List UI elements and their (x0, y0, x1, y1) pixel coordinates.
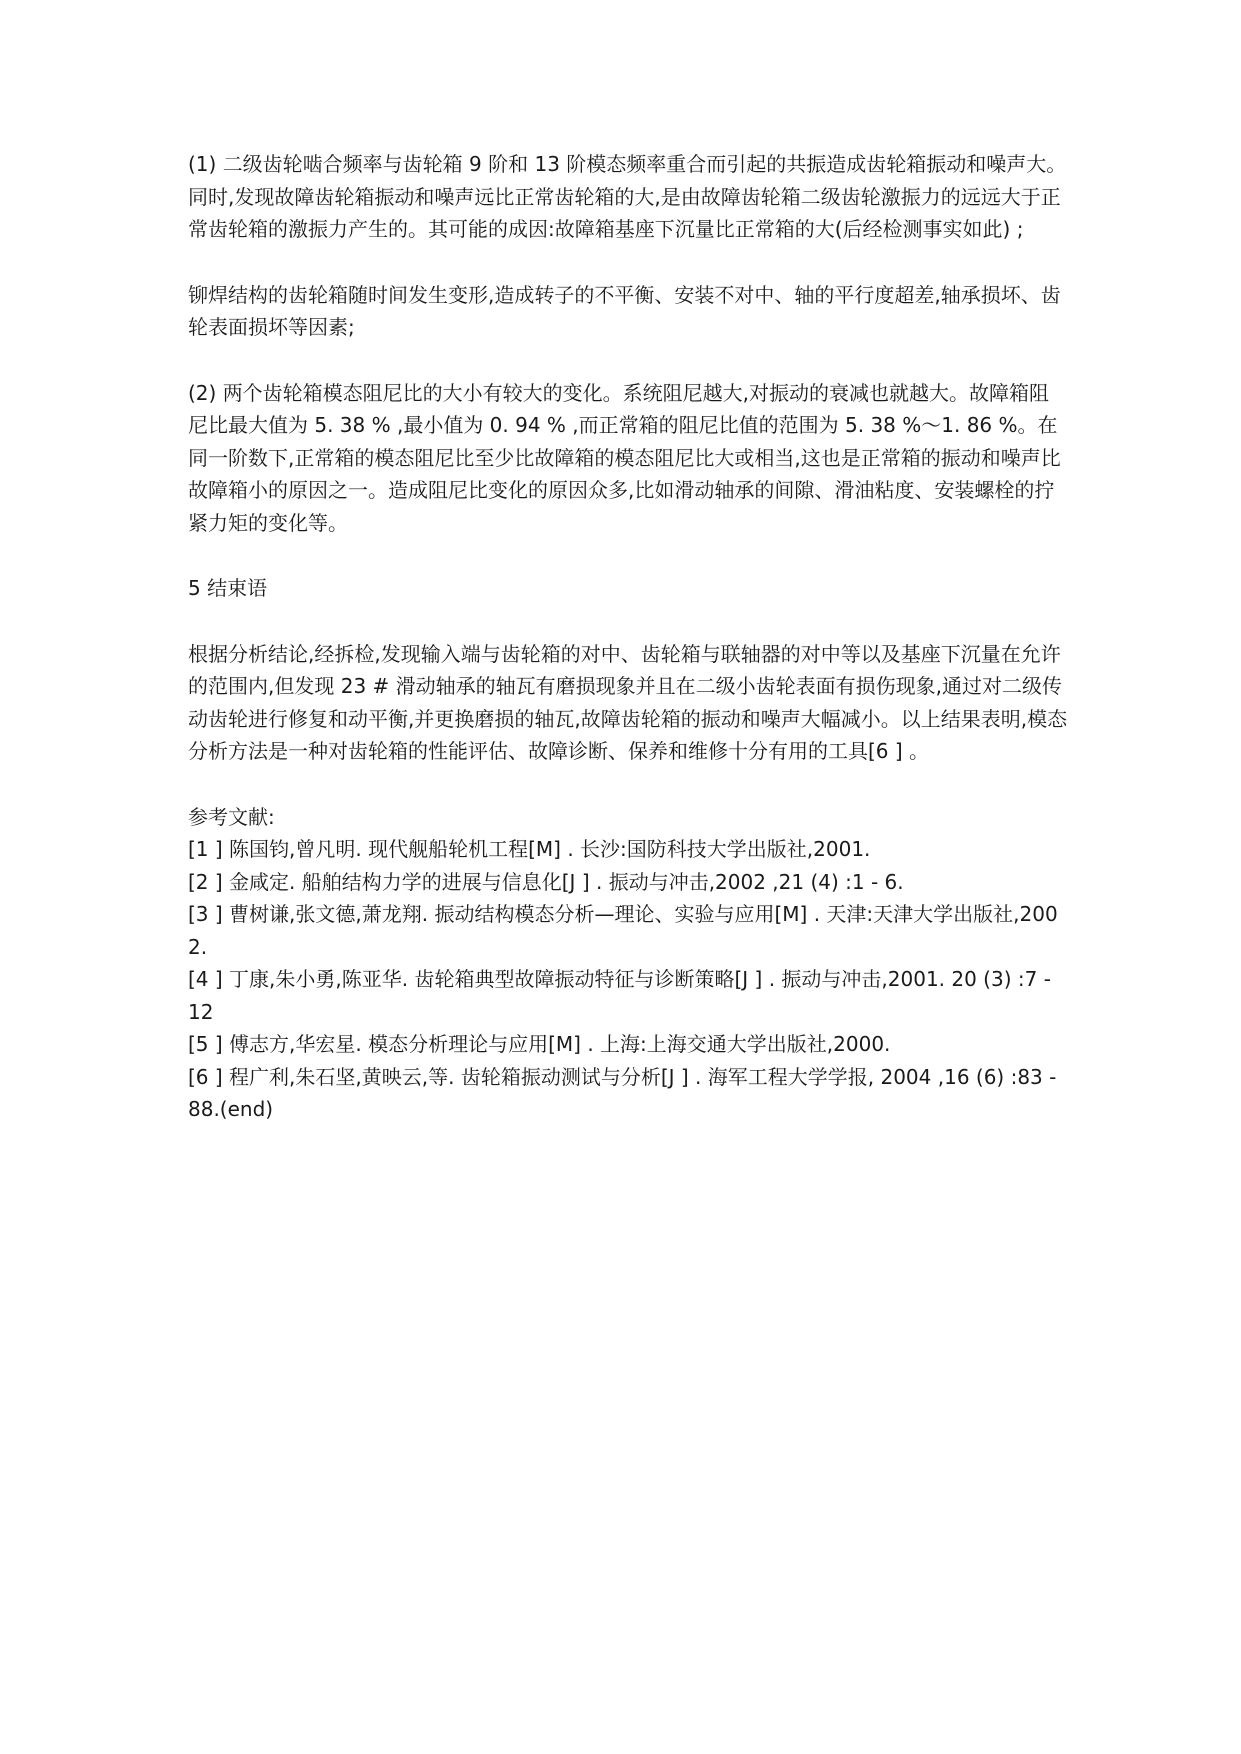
document-body (188, 148, 1068, 1126)
reference-item: [2 ] 金咸定. 船舶结构力学的进展与信息化[J ] . 振动与冲击,2002 ,21 (4) :1 - 6. (188, 869, 904, 894)
reference-item: [3 ] 曹树谦,张文德,萧龙翔. 振动结构模态分析—理论、实验与应用[M] . 天津:天津大学出版社,2002. (188, 902, 1058, 959)
paragraph-conclusion-2: (2) 两个齿轮箱模态阻尼比的大小有较大的变化。系统阻尼越大,对振动的衰减也就越大。故障箱阻尼比最大值为 5. 38 % ,最小值为 0. 94 % ,而正常箱的阻尼比值的范围为 5. 38 %～1. 86 %。在同一阶数下,正常箱的模态阻尼比至少比故障箱的模态阻尼比大或相当,这也是正常箱的振动和噪声比故障箱小的原因之一。造成阻尼比变化的原因众多,比如滑动轴承的间隙、滑油粘度、安装螺栓的拧紧力矩的变化等。 (188, 380, 1061, 535)
paragraph-gap (188, 246, 1068, 279)
paragraph-gap (188, 344, 1068, 377)
paragraph-gap (188, 539, 1068, 572)
reference-item: [5 ] 傅志方,华宏星. 模态分析理论与应用[M] . 上海:上海交通大学出版社,2000. (188, 1032, 891, 1056)
paragraph-closing: 根据分析结论,经拆检,发现输入端与齿轮箱的对中、齿轮箱与联轴器的对中等以及基座下沉量在允许的范围内,但发现 23 # 滑动轴承的轴瓦有磨损现象并且在二级小齿轮表面有损伤现象,通过对二级传动齿轮进行修复和动平衡,并更换磨损的轴瓦,故障齿轮箱的振动和噪声大幅减小。以上结果表明,模态分析方法是一种对齿轮箱的性能评估、故障诊断、保养和维修十分有用的工具[6 ] 。 (188, 641, 1068, 763)
paragraph-conclusion-1: (1) 二级齿轮啮合频率与齿轮箱 9 阶和 13 阶模态频率重合而引起的共振造成齿轮箱振动和噪声大。同时,发现故障齿轮箱振动和噪声远比正常齿轮箱的大,是由故障齿轮箱二级齿轮激振力的远远大于正常齿轮箱的激振力产生的。其可能的成因:故障箱基座下沉量比正常箱的大(后经检测事实如此) ; (188, 152, 1067, 241)
section-heading: 5 结束语 (188, 576, 268, 600)
reference-item: [6 ] 程广利,朱石坚,黄映云,等. 齿轮箱振动测试与分析[J ] . 海军工程大学学报, 2004 ,16 (6) :83 - 88.(end) (188, 1064, 1057, 1121)
reference-item: [1 ] 陈国钧,曾凡明. 现代舰船轮机工程[M] . 长沙:国防科技大学出版社,2001. (188, 837, 871, 861)
reference-item: [4 ] 丁康,朱小勇,陈亚华. 齿轮箱典型故障振动特征与诊断策略[J ] . 振动与冲击,2001. 20 (3) :7 - 12 (188, 967, 1051, 1024)
paragraph-gap (188, 768, 1068, 801)
paragraph-gap (188, 605, 1068, 638)
references-list (188, 833, 1068, 1126)
references-title: 参考文献: (188, 804, 275, 829)
paragraph-conclusion-1b: 铆焊结构的齿轮箱随时间发生变形,造成转子的不平衡、安装不对中、轴的平行度超差,轴承损坏、齿轮表面损坏等因素; (188, 282, 1061, 339)
